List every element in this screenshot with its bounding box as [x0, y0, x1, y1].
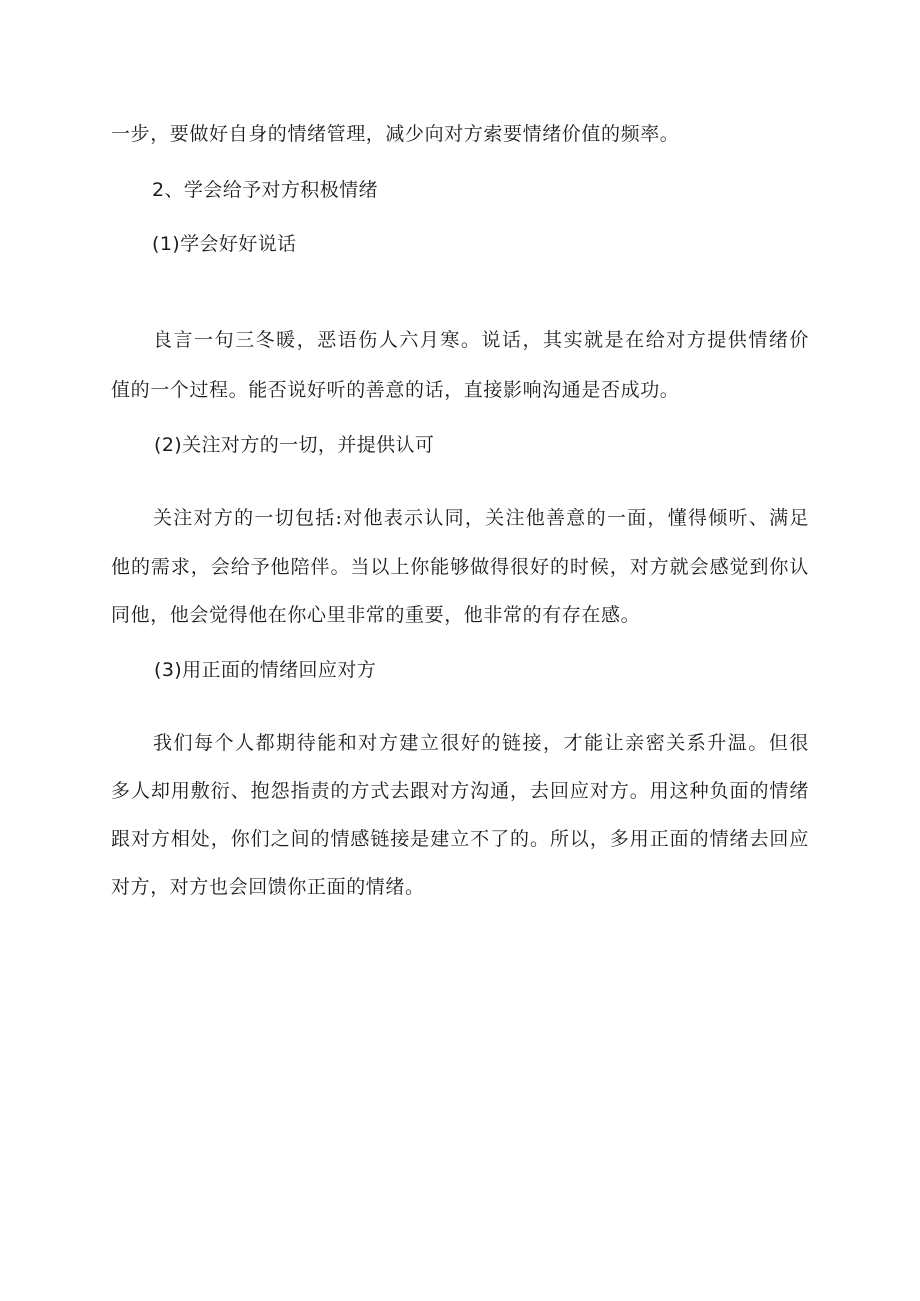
section-heading: 2、学会给予对方积极情绪 [152, 179, 378, 201]
sub3-line-3: 跟对方相处，你们之间的情感链接是建立不了的。所以，多用正面的情绪去回应 [111, 828, 809, 850]
intro-line: 一步，要做好自身的情绪管理，减少向对方索要情绪价值的频率。 [111, 123, 680, 145]
sub3-heading: (3)用正面的情绪回应对方 [154, 659, 377, 681]
sub1-heading: (1)学会好好说话 [152, 233, 297, 255]
sub1-line-2: 值的一个过程。能否说好听的善意的话，直接影响沟通是否成功。 [111, 379, 680, 401]
sub3-line-1: 我们每个人都期待能和对方建立很好的链接，才能让亲密关系升温。但很 [153, 732, 809, 754]
sub1-line-1: 良言一句三冬暖，恶语伤人六月寒。说话，其实就是在给对方提供情绪价 [153, 329, 809, 351]
sub2-heading: (2)关注对方的一切，并提供认可 [154, 434, 435, 456]
sub3-line-4: 对方，对方也会回馈你正面的情绪。 [111, 876, 425, 898]
sub2-line-2: 他的需求，会给予他陪伴。当以上你能够做得很好的时候，对方就会感觉到你认 [111, 556, 809, 578]
sub3-line-2: 多人却用敷衍、抱怨指责的方式去跟对方沟通，去回应对方。用这种负面的情绪 [111, 780, 809, 802]
sub2-line-1: 关注对方的一切包括:对他表示认同，关注他善意的一面，懂得倾听、满足 [153, 507, 809, 529]
sub2-line-3: 同他，他会觉得他在你心里非常的重要，他非常的有存在感。 [111, 604, 641, 626]
